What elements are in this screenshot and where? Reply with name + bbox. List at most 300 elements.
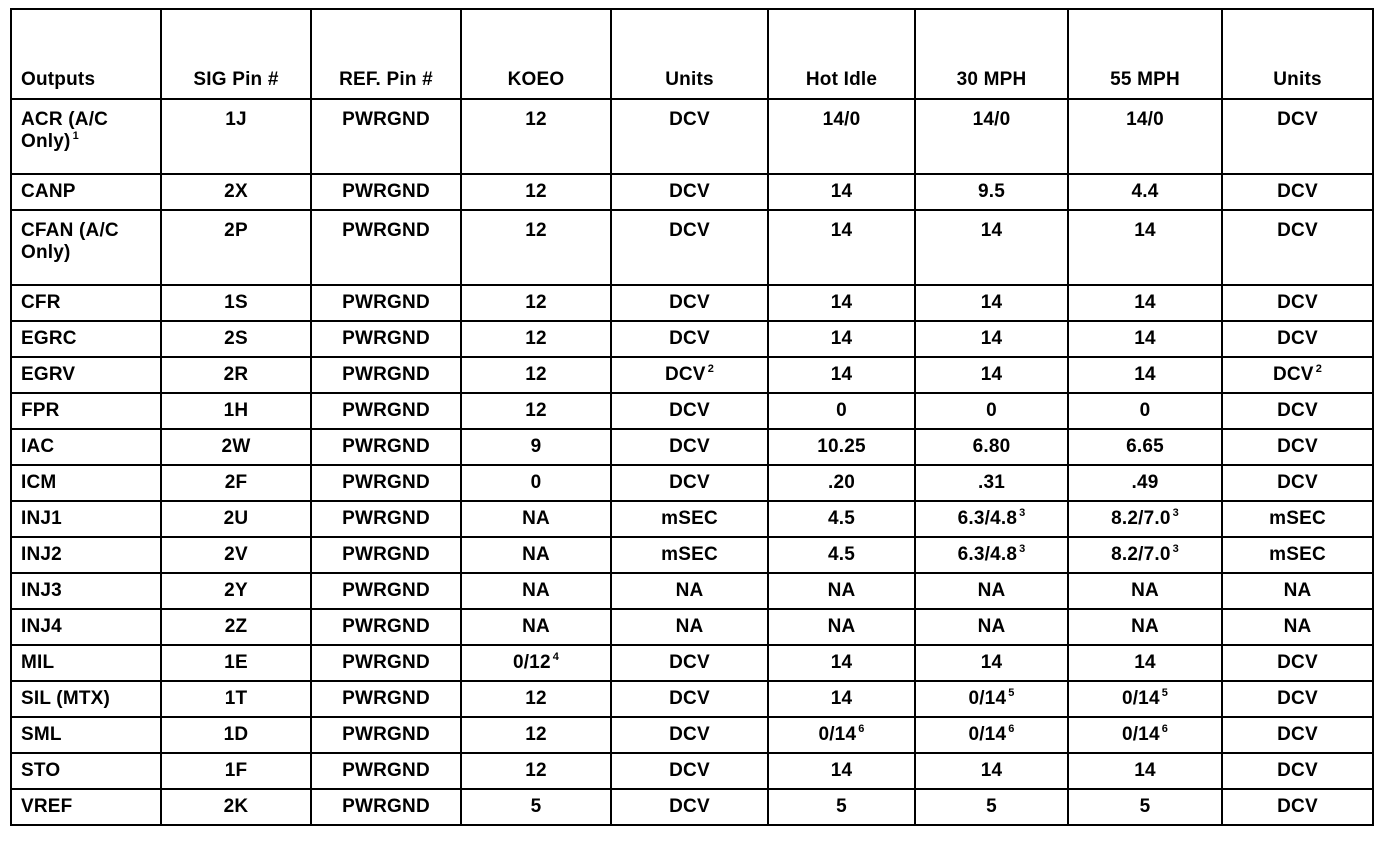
cell-mph30 xyxy=(915,573,1068,609)
table-row xyxy=(11,573,1373,609)
cell-outputs xyxy=(11,681,161,717)
cell-value: PWRGND xyxy=(342,400,430,421)
cell-value: DCV xyxy=(664,364,706,385)
cell-koeo xyxy=(461,537,611,573)
cell-value: 2X xyxy=(224,181,248,202)
cell-value: ICM xyxy=(21,472,57,493)
cell-units2 xyxy=(1222,393,1373,429)
cell-value: 14 xyxy=(1134,760,1156,781)
cell-value: 14 xyxy=(830,328,853,349)
cell-outputs xyxy=(11,321,161,357)
cell-sig-pin xyxy=(161,321,311,357)
cell-units2 xyxy=(1222,537,1373,573)
cell-value: INJ1 xyxy=(21,508,62,529)
cell-value: DCV xyxy=(669,181,710,202)
cell-value: 12 xyxy=(525,688,547,709)
cell-value: NA xyxy=(675,580,704,601)
cell-koeo xyxy=(461,789,611,825)
cell-value: SML xyxy=(21,724,62,745)
cell-value: NA xyxy=(827,580,856,601)
table-row xyxy=(11,357,1373,393)
cell-ref-pin xyxy=(311,645,461,681)
table-row xyxy=(11,285,1373,321)
cell-value: CFAN (A/C Only) xyxy=(21,220,119,263)
cell-koeo xyxy=(461,321,611,357)
cell-value: DCV xyxy=(669,436,710,457)
cell-value: 14 xyxy=(830,364,853,385)
cell-value: CFR xyxy=(21,292,61,313)
cell-value: 14 xyxy=(1134,328,1156,349)
cell-ref-pin xyxy=(311,429,461,465)
footnote-marker: 3 xyxy=(1172,543,1179,555)
cell-value: 1J xyxy=(225,109,247,130)
cell-value: 2Z xyxy=(224,616,248,637)
cell-value: 6.65 xyxy=(1126,436,1164,457)
cell-koeo xyxy=(461,753,611,789)
table-row xyxy=(11,393,1373,429)
cell-value: 12 xyxy=(525,328,547,349)
cell-value: NA xyxy=(1131,616,1159,637)
cell-mph30 xyxy=(915,789,1068,825)
cell-units1 xyxy=(611,174,768,210)
cell-value: 8.2/7.0 xyxy=(1111,544,1171,565)
cell-hot-idle xyxy=(768,393,915,429)
cell-koeo xyxy=(461,609,611,645)
cell-value: 8.2/7.0 xyxy=(1111,508,1171,529)
cell-value: INJ2 xyxy=(21,544,62,565)
cell-value: 2V xyxy=(224,544,248,565)
cell-value: DCV xyxy=(1277,400,1318,421)
cell-mph55 xyxy=(1068,717,1222,753)
cell-mph30 xyxy=(915,501,1068,537)
cell-koeo xyxy=(461,465,611,501)
footnote-marker: 3 xyxy=(1019,543,1026,555)
cell-mph55 xyxy=(1068,753,1222,789)
cell-units1 xyxy=(611,321,768,357)
footnote-marker: 4 xyxy=(552,651,560,663)
cell-mph30 xyxy=(915,465,1068,501)
cell-value: 2P xyxy=(224,220,248,241)
cell-units2 xyxy=(1222,645,1373,681)
cell-value: PWRGND xyxy=(342,760,430,781)
cell-mph30 xyxy=(915,429,1068,465)
cell-hot-idle xyxy=(768,789,915,825)
cell-units2 xyxy=(1222,717,1373,753)
cell-value: 12 xyxy=(525,760,547,781)
cell-mph55 xyxy=(1068,573,1222,609)
cell-hot-idle xyxy=(768,210,915,285)
cell-value: EGRV xyxy=(21,364,76,385)
footnote-marker: 1 xyxy=(72,130,79,142)
cell-value: NA xyxy=(1131,580,1159,601)
cell-koeo xyxy=(461,573,611,609)
cell-value: VREF xyxy=(21,796,73,817)
cell-mph55 xyxy=(1068,537,1222,573)
cell-value: PWRGND xyxy=(342,436,430,457)
cell-mph30 xyxy=(915,99,1068,174)
cell-ref-pin xyxy=(311,789,461,825)
cell-value: NA xyxy=(522,616,550,637)
cell-value: PWRGND xyxy=(342,616,430,637)
cell-units2 xyxy=(1222,753,1373,789)
cell-sig-pin xyxy=(161,537,311,573)
cell-units1 xyxy=(611,501,768,537)
cell-mph30 xyxy=(915,717,1068,753)
cell-value: 14 xyxy=(830,652,853,673)
cell-value: NA xyxy=(1283,616,1312,637)
cell-sig-pin xyxy=(161,753,311,789)
cell-value: NA xyxy=(522,544,550,565)
cell-value: 2R xyxy=(223,364,249,385)
cell-value: mSEC xyxy=(1269,544,1326,565)
cell-sig-pin xyxy=(161,609,311,645)
column-header-sig-pin: SIG Pin # xyxy=(161,9,311,99)
cell-mph30 xyxy=(915,321,1068,357)
table-row xyxy=(11,717,1373,753)
cell-value: NA xyxy=(522,508,550,529)
cell-koeo xyxy=(461,501,611,537)
outputs-table xyxy=(10,8,1374,826)
cell-value: 12 xyxy=(525,181,547,202)
cell-value: 12 xyxy=(525,109,547,130)
cell-value: 14 xyxy=(1134,652,1156,673)
cell-koeo xyxy=(461,210,611,285)
cell-outputs xyxy=(11,174,161,210)
cell-hot-idle xyxy=(768,681,915,717)
cell-ref-pin xyxy=(311,609,461,645)
cell-value: NA xyxy=(1283,580,1312,601)
table-row xyxy=(11,321,1373,357)
cell-value: 12 xyxy=(525,400,547,421)
cell-value: PWRGND xyxy=(342,181,430,202)
cell-sig-pin xyxy=(161,393,311,429)
cell-units1 xyxy=(611,609,768,645)
cell-units2 xyxy=(1222,429,1373,465)
cell-units2 xyxy=(1222,789,1373,825)
table-body xyxy=(11,99,1373,825)
cell-value: DCV xyxy=(1277,760,1318,781)
cell-koeo xyxy=(461,681,611,717)
cell-value: 14 xyxy=(980,364,1003,385)
cell-value: 0/14 xyxy=(968,688,1007,709)
cell-value: PWRGND xyxy=(342,472,430,493)
column-header-units1: Units xyxy=(611,9,768,99)
header-row xyxy=(11,9,1373,99)
cell-mph30 xyxy=(915,609,1068,645)
table-row xyxy=(11,429,1373,465)
column-header-koeo: KOEO xyxy=(461,9,611,99)
cell-mph30 xyxy=(915,681,1068,717)
cell-outputs xyxy=(11,393,161,429)
cell-mph55 xyxy=(1068,645,1222,681)
cell-outputs xyxy=(11,645,161,681)
cell-value: DCV xyxy=(1277,220,1318,241)
footnote-marker: 5 xyxy=(1161,687,1169,699)
cell-value: 2W xyxy=(221,436,251,457)
cell-mph30 xyxy=(915,393,1068,429)
outputs-table-container xyxy=(10,8,1374,826)
cell-units2 xyxy=(1222,321,1373,357)
table-row xyxy=(11,789,1373,825)
cell-outputs xyxy=(11,501,161,537)
cell-mph55 xyxy=(1068,321,1222,357)
cell-hot-idle xyxy=(768,174,915,210)
cell-value: .20 xyxy=(827,472,855,493)
cell-units1 xyxy=(611,357,768,393)
cell-value: 12 xyxy=(525,724,547,745)
cell-ref-pin xyxy=(311,357,461,393)
cell-ref-pin xyxy=(311,99,461,174)
cell-koeo xyxy=(461,174,611,210)
cell-ref-pin xyxy=(311,537,461,573)
cell-value: 1H xyxy=(223,400,249,421)
table-row xyxy=(11,681,1373,717)
cell-units1 xyxy=(611,645,768,681)
cell-value: DCV xyxy=(669,796,710,817)
cell-units1 xyxy=(611,285,768,321)
cell-outputs xyxy=(11,285,161,321)
cell-value: 14 xyxy=(830,181,853,202)
cell-hot-idle xyxy=(768,285,915,321)
cell-outputs xyxy=(11,717,161,753)
cell-mph55 xyxy=(1068,501,1222,537)
table-row xyxy=(11,645,1373,681)
cell-value: 4.4 xyxy=(1131,181,1159,202)
cell-hot-idle xyxy=(768,357,915,393)
cell-value: PWRGND xyxy=(342,109,430,130)
cell-hot-idle xyxy=(768,645,915,681)
cell-value: 5 xyxy=(836,796,847,817)
cell-value: DCV xyxy=(669,688,710,709)
footnote-marker: 6 xyxy=(858,723,865,735)
column-header-hot-idle: Hot Idle xyxy=(768,9,915,99)
cell-outputs xyxy=(11,357,161,393)
cell-units2 xyxy=(1222,681,1373,717)
cell-ref-pin xyxy=(311,321,461,357)
table-row xyxy=(11,537,1373,573)
cell-value: 14 xyxy=(980,220,1003,241)
cell-value: 12 xyxy=(525,364,547,385)
cell-value: 12 xyxy=(525,220,547,241)
cell-mph55 xyxy=(1068,393,1222,429)
cell-units2 xyxy=(1222,357,1373,393)
cell-value: 6.3/4.8 xyxy=(957,544,1018,565)
cell-value: 2U xyxy=(223,508,249,529)
cell-value: mSEC xyxy=(1269,508,1326,529)
cell-hot-idle xyxy=(768,321,915,357)
cell-value: DCV xyxy=(1277,109,1318,130)
cell-value: DCV xyxy=(1277,724,1318,745)
cell-sig-pin xyxy=(161,501,311,537)
cell-value: CANP xyxy=(21,181,76,202)
cell-value: PWRGND xyxy=(342,364,430,385)
cell-value: PWRGND xyxy=(342,508,430,529)
cell-units1 xyxy=(611,429,768,465)
cell-value: EGRC xyxy=(21,328,77,349)
cell-mph55 xyxy=(1068,210,1222,285)
cell-units2 xyxy=(1222,210,1373,285)
table-row xyxy=(11,465,1373,501)
cell-value: PWRGND xyxy=(342,724,430,745)
cell-value: 1T xyxy=(224,688,248,709)
cell-value: 0 xyxy=(836,400,847,421)
cell-mph30 xyxy=(915,645,1068,681)
cell-outputs xyxy=(11,609,161,645)
cell-value: INJ3 xyxy=(21,580,62,601)
table-row xyxy=(11,174,1373,210)
cell-value: 5 xyxy=(1139,796,1151,817)
footnote-marker: 3 xyxy=(1172,507,1179,519)
table-header xyxy=(11,9,1373,99)
cell-value: IAC xyxy=(21,436,55,457)
cell-value: PWRGND xyxy=(342,796,430,817)
cell-value: 14 xyxy=(830,220,853,241)
cell-value: DCV xyxy=(669,652,710,673)
cell-koeo xyxy=(461,285,611,321)
cell-value: 2K xyxy=(223,796,249,817)
cell-units1 xyxy=(611,753,768,789)
cell-ref-pin xyxy=(311,501,461,537)
cell-value: NA xyxy=(977,580,1006,601)
cell-mph55 xyxy=(1068,609,1222,645)
cell-value: 9.5 xyxy=(977,181,1005,202)
cell-value: NA xyxy=(522,580,550,601)
cell-value: PWRGND xyxy=(342,292,430,313)
cell-hot-idle xyxy=(768,609,915,645)
cell-koeo xyxy=(461,393,611,429)
cell-mph30 xyxy=(915,285,1068,321)
footnote-marker: 6 xyxy=(1008,723,1015,735)
cell-value: .49 xyxy=(1131,472,1159,493)
cell-value: DCV xyxy=(1277,472,1318,493)
cell-ref-pin xyxy=(311,681,461,717)
cell-value: NA xyxy=(675,616,704,637)
cell-value: 5 xyxy=(986,796,997,817)
cell-ref-pin xyxy=(311,210,461,285)
cell-mph30 xyxy=(915,210,1068,285)
cell-units1 xyxy=(611,465,768,501)
column-header-mph55: 55 MPH xyxy=(1068,9,1222,99)
cell-mph30 xyxy=(915,174,1068,210)
column-header-outputs: Outputs xyxy=(11,9,161,99)
cell-value: DCV xyxy=(669,292,710,313)
cell-value: NA xyxy=(977,616,1006,637)
cell-value: DCV xyxy=(1277,436,1318,457)
cell-value: DCV xyxy=(1277,796,1318,817)
cell-units2 xyxy=(1222,174,1373,210)
cell-value: PWRGND xyxy=(342,580,430,601)
cell-hot-idle xyxy=(768,99,915,174)
cell-value: STO xyxy=(21,760,61,781)
cell-value: ACR (A/C Only) xyxy=(21,109,109,152)
cell-value: NA xyxy=(827,616,856,637)
cell-sig-pin xyxy=(161,285,311,321)
cell-value: 0 xyxy=(986,400,997,421)
cell-value: DCV xyxy=(1277,292,1318,313)
footnote-marker: 2 xyxy=(707,363,715,375)
cell-value: 14 xyxy=(1134,220,1156,241)
cell-units1 xyxy=(611,537,768,573)
table-row xyxy=(11,99,1373,174)
cell-value: mSEC xyxy=(661,544,718,565)
cell-value: 14 xyxy=(980,760,1003,781)
cell-sig-pin xyxy=(161,681,311,717)
footnote-marker: 3 xyxy=(1019,507,1026,519)
cell-value: 14/0 xyxy=(822,109,861,130)
cell-outputs xyxy=(11,789,161,825)
cell-value: 9 xyxy=(530,436,542,457)
cell-mph30 xyxy=(915,537,1068,573)
cell-mph55 xyxy=(1068,789,1222,825)
cell-outputs xyxy=(11,537,161,573)
cell-units1 xyxy=(611,573,768,609)
cell-value: PWRGND xyxy=(342,220,430,241)
cell-value: 1D xyxy=(223,724,249,745)
footnote-marker: 5 xyxy=(1008,687,1015,699)
cell-mph30 xyxy=(915,357,1068,393)
cell-value: 6.3/4.8 xyxy=(957,508,1018,529)
cell-value: DCV xyxy=(1277,181,1318,202)
cell-value: 14 xyxy=(830,760,853,781)
cell-value: 14/0 xyxy=(972,109,1011,130)
cell-mph55 xyxy=(1068,357,1222,393)
cell-ref-pin xyxy=(311,753,461,789)
cell-value: mSEC xyxy=(661,508,718,529)
cell-sig-pin xyxy=(161,210,311,285)
cell-ref-pin xyxy=(311,717,461,753)
cell-value: 2F xyxy=(224,472,248,493)
cell-outputs xyxy=(11,429,161,465)
cell-value: 14 xyxy=(830,292,853,313)
cell-ref-pin xyxy=(311,465,461,501)
cell-value: DCV xyxy=(1277,328,1318,349)
cell-value: 0/14 xyxy=(818,724,857,745)
cell-value: DCV xyxy=(1277,688,1318,709)
cell-mph55 xyxy=(1068,99,1222,174)
cell-units1 xyxy=(611,99,768,174)
cell-mph55 xyxy=(1068,681,1222,717)
cell-sig-pin xyxy=(161,573,311,609)
cell-units1 xyxy=(611,681,768,717)
cell-value: 4.5 xyxy=(827,544,855,565)
cell-value: 0/12 xyxy=(512,652,551,673)
cell-value: PWRGND xyxy=(342,688,430,709)
table-row xyxy=(11,753,1373,789)
column-header-units2: Units xyxy=(1222,9,1373,99)
cell-koeo xyxy=(461,717,611,753)
cell-sig-pin xyxy=(161,645,311,681)
cell-value: 14 xyxy=(1134,292,1156,313)
cell-units1 xyxy=(611,789,768,825)
cell-value: DCV xyxy=(1272,364,1314,385)
cell-outputs xyxy=(11,573,161,609)
cell-value: PWRGND xyxy=(342,652,430,673)
cell-outputs xyxy=(11,465,161,501)
cell-value: 1F xyxy=(224,760,248,781)
table-row xyxy=(11,609,1373,645)
cell-value: 14/0 xyxy=(1126,109,1164,130)
cell-units1 xyxy=(611,210,768,285)
cell-units1 xyxy=(611,393,768,429)
cell-value: 14 xyxy=(980,652,1003,673)
cell-hot-idle xyxy=(768,429,915,465)
cell-value: 0/14 xyxy=(1121,688,1160,709)
cell-value: DCV xyxy=(669,472,710,493)
cell-value: 2Y xyxy=(224,580,248,601)
cell-units2 xyxy=(1222,99,1373,174)
cell-sig-pin xyxy=(161,717,311,753)
cell-value: INJ4 xyxy=(21,616,62,637)
